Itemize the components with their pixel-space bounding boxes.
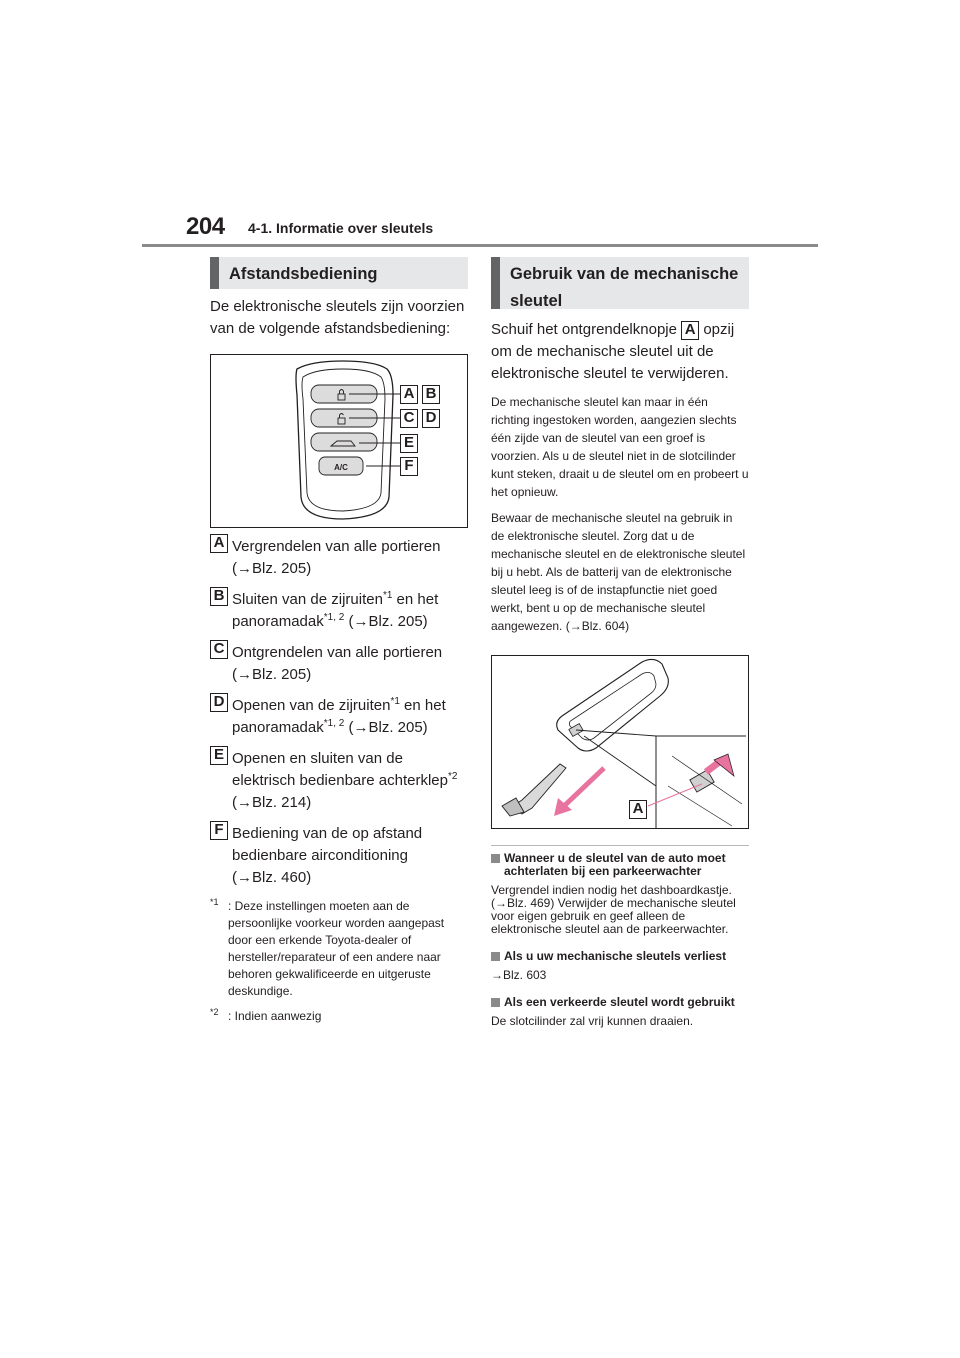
page-number: 204: [186, 213, 225, 240]
note-title: Wanneer u de sleutel van de auto moet achterlaten bij een parkeerwachter: [504, 851, 726, 878]
figure-label-e: E: [400, 434, 418, 453]
item-ref: (→Blz. 460): [232, 869, 312, 886]
list-item: [210, 642, 468, 686]
intro-text-part: Schuif het ontgrendelknopje: [491, 321, 677, 338]
item-letter: E: [210, 746, 228, 765]
footnote-text: : Deze instellingen moeten aan de persoonlijke voorkeur worden aangepast door een erkende Toyota-dealer of hersteller/reparateur of een andere naar behoren gekwalificeerde en uitgeruste deskundige.: [228, 899, 445, 998]
item-ref: (→Blz. 205): [232, 560, 312, 577]
item-letter: C: [210, 640, 228, 659]
footnote: [210, 1008, 468, 1025]
paragraph: De mechanische sleutel kan maar in één richting ingestoken worden, aangezien slechts één zijde van de sleutel van een groef is voorzien. Als u de sleutel niet in de slotcilinder kunt steken, draait u de sleutel om en probeert u het opnieuw.: [491, 395, 749, 499]
square-bullet-icon: [491, 952, 500, 961]
mechanical-key-illustration: [492, 656, 748, 828]
footnote-ref: *1: [390, 696, 400, 707]
remote-key-figure: [210, 354, 468, 528]
intro-text: [491, 319, 749, 385]
list-item: [210, 748, 468, 814]
item-text: en het panoramadak: [232, 697, 446, 736]
item-letter: B: [210, 587, 228, 606]
item-text: Vergrendelen van alle portieren: [232, 538, 441, 555]
footnote-ref: *1, 2: [323, 718, 345, 729]
footnote-text: : Indien aanwezig: [228, 1009, 322, 1023]
square-bullet-icon: [491, 998, 500, 1007]
list-item: [210, 589, 468, 633]
footnote-mark: *2: [210, 1007, 219, 1017]
note-body: De slotcilinder zal vrij kunnen draaien.: [491, 1014, 694, 1028]
intro-text: De elektronische sleutels zijn voorzien van de volgende afstandsbediening:: [210, 298, 465, 337]
inline-letter-a: A: [681, 321, 699, 340]
header-rule: [142, 244, 818, 247]
mechanical-key-figure: [491, 655, 749, 829]
remote-key-illustration: [211, 355, 467, 527]
note-body: Vergrendel indien nodig het dashboardkastje. (→Blz. 469) Verwijder de mechanische sleutel voor eigen gebruik en geef alleen de elektronische sleutel aan de parkeerwachter.: [491, 883, 736, 936]
figure-label-f: F: [400, 457, 418, 476]
list-item: [210, 823, 468, 889]
item-ref: (→Blz. 205): [344, 613, 428, 630]
section-heading: Afstandsbediening: [210, 257, 468, 289]
section-heading: Gebruik van de mechanische sleutel: [491, 257, 749, 309]
function-list: [210, 536, 468, 889]
note-heading: [491, 996, 749, 1009]
item-text: Bediening van de op afstand bedienbare airconditioning: [232, 825, 423, 864]
item-letter: A: [210, 534, 228, 553]
footnote-ref: *1: [382, 590, 393, 601]
item-text: Openen en sluiten van de elektrisch bedienbare achterklep: [232, 750, 448, 789]
figure-label-c: C: [400, 409, 418, 428]
figure-label-d: D: [422, 409, 440, 428]
footnote-ref: *2: [447, 771, 458, 782]
footnote-ref: *1, 2: [323, 612, 345, 623]
note-title: Als een verkeerde sleutel wordt gebruikt: [504, 995, 735, 1009]
ac-button-label: A/C: [334, 463, 348, 472]
item-letter: F: [210, 821, 228, 840]
item-ref: (→Blz. 205): [232, 666, 312, 683]
footnote: [210, 898, 468, 1000]
figure-label-a: A: [629, 800, 647, 819]
right-column: [491, 257, 749, 1028]
section-title: 4-1. Informatie over sleutels: [248, 220, 434, 236]
item-ref: (→Blz. 205): [344, 719, 428, 736]
square-bullet-icon: [491, 854, 500, 863]
item-text: Ontgrendelen van alle portieren: [232, 644, 443, 661]
intro-text-part: opzij om de mechanische sleutel uit de elektronische sleutel te verwijderen.: [491, 321, 735, 382]
item-ref: (→Blz. 214): [232, 794, 312, 811]
note-body: →Blz. 603: [491, 968, 547, 982]
figure-label-a: A: [400, 385, 418, 404]
item-text: Sluiten van de zijruiten: [232, 591, 383, 608]
note-heading: [491, 950, 749, 963]
paragraph: Bewaar de mechanische sleutel na gebruik in de elektronische sleutel. Zorg dat u de mechanische sleutel en de elektronische sleutel bij u hebt. Als de batterij van de elektronische sleutel leeg is of de instapfunctie niet goed werkt, bent u op de mechanische sleutel aangewezen. (→Blz. 604): [491, 511, 746, 633]
figure-label-b: B: [422, 385, 440, 404]
divider: [491, 845, 749, 846]
list-item: [210, 536, 468, 580]
note-heading: [491, 852, 749, 878]
footnote-mark: *1: [210, 897, 219, 907]
note-title: Als u uw mechanische sleutels verliest: [504, 949, 727, 963]
list-item: [210, 695, 468, 739]
item-text: en het panoramadak: [232, 591, 439, 630]
item-text: Openen van de zijruiten: [232, 697, 391, 714]
left-column: [210, 257, 468, 1025]
item-letter: D: [210, 693, 228, 712]
